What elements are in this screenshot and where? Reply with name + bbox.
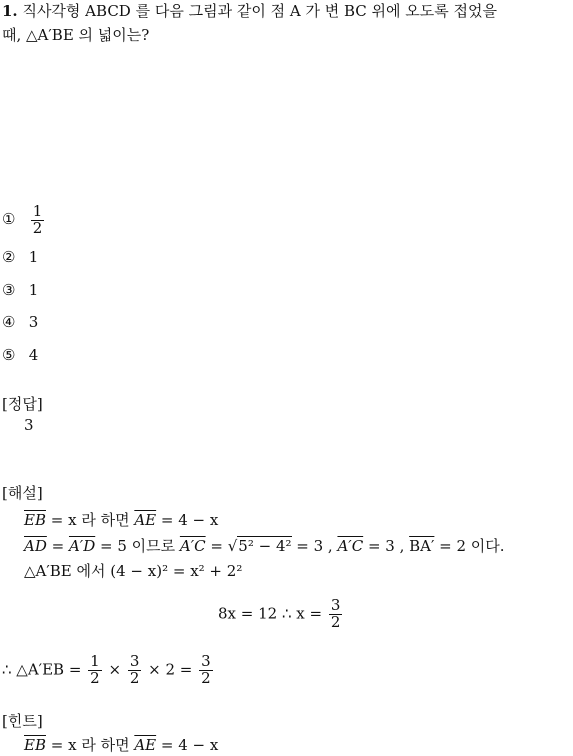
choice-3-text: 1 (28, 281, 39, 299)
hint-text: = 4 − x (156, 736, 219, 754)
question-number: 1. (2, 2, 18, 20)
segment-ad: $\overline{AD}$ (24, 537, 47, 555)
fraction-numerator: 3 (201, 652, 211, 670)
explanation-text: = (46, 537, 69, 555)
fraction-denominator: 2 (330, 612, 341, 631)
choice-1-fraction (31, 204, 45, 237)
explanation-text: = 5 이므로 (95, 537, 180, 555)
choice-5[interactable] (2, 346, 38, 364)
question-line-2 (2, 24, 149, 45)
explanation-text: ∴ △A′EB = (2, 660, 87, 679)
fraction-3 (199, 654, 213, 687)
fraction-numerator: 3 (330, 596, 341, 614)
choice-2[interactable] (2, 248, 38, 266)
sqrt-content: 5² − 4² (238, 537, 292, 555)
explanation-text: × 2 = (143, 660, 198, 679)
question-text-1: 직사각형 ABCD 를 다음 그림과 같이 점 A 가 변 BC 위에 오도록 접었을 (22, 2, 497, 20)
fraction-2 (128, 654, 142, 687)
fraction-1 (88, 654, 102, 687)
fraction-denominator: 2 (129, 668, 140, 687)
question-text-2: 때, △A′BE 의 넓이는? (2, 26, 150, 44)
choice-5-text: 4 (28, 346, 39, 364)
choice-4[interactable] (2, 313, 38, 331)
hint-line (24, 734, 218, 755)
fraction-x (329, 598, 343, 631)
segment-a-prime-d: A′D (68, 537, 96, 555)
segment-ae: $\overline{AE}$ (134, 511, 157, 529)
explanation-text: = 2 이다. (434, 537, 505, 555)
segment-ba-prime: BA′ (409, 537, 435, 555)
choice-4-text: 3 (28, 313, 39, 331)
segment-a-prime-c: A′C (179, 537, 206, 555)
segment-ae: $\overline{AE}$ (134, 736, 157, 754)
fraction-denominator: 2 (90, 668, 100, 687)
explanation-text: = 3 , (291, 537, 338, 555)
answer-value: 3 (24, 416, 34, 434)
explanation-text: × (103, 660, 126, 679)
explanation-line-1 (24, 509, 218, 530)
fraction-denominator: 2 (201, 668, 211, 687)
sqrt-sign: √ (227, 537, 238, 555)
fraction-numerator: 3 (129, 652, 140, 670)
explanation-line-2 (24, 535, 505, 556)
explanation-line-4 (218, 598, 344, 631)
question-line-1 (2, 0, 497, 21)
explanation-header: [해설] (2, 484, 43, 502)
explanation-text: 8x = 12 ∴ x = (218, 604, 327, 623)
choice-1[interactable] (2, 204, 46, 237)
choice-3[interactable] (2, 281, 38, 299)
answer-header: [정답] (2, 395, 43, 413)
choice-2-text: 1 (28, 248, 39, 266)
hint-text: = x 라 하면 (45, 736, 135, 754)
choice-3-mark: ③ (2, 281, 16, 299)
explanation-text: = x 라 하면 (45, 511, 135, 529)
explanation-line-5 (2, 654, 215, 687)
hint-header: [힌트] (2, 712, 43, 730)
segment-a-prime-c-2: A′C (337, 537, 364, 555)
explanation-text: = 4 − x (156, 511, 219, 529)
choice-4-mark: ④ (2, 313, 16, 331)
choice-2-mark: ② (2, 248, 16, 266)
fraction-numerator: 1 (90, 652, 100, 670)
choice-1-denominator: 2 (32, 218, 43, 237)
choice-5-mark: ⑤ (2, 346, 16, 364)
explanation-text: = 3 , (363, 537, 410, 555)
segment-eb: $\overline{EB}$ (24, 511, 46, 529)
explanation-line-3: △A′BE 에서 (4 − x)² = x² + 2² (24, 562, 243, 580)
segment-eb: $\overline{EB}$ (24, 736, 46, 754)
choice-1-mark: ① (2, 210, 16, 229)
explanation-text: = (205, 537, 228, 555)
choice-1-numerator: 1 (32, 202, 43, 220)
